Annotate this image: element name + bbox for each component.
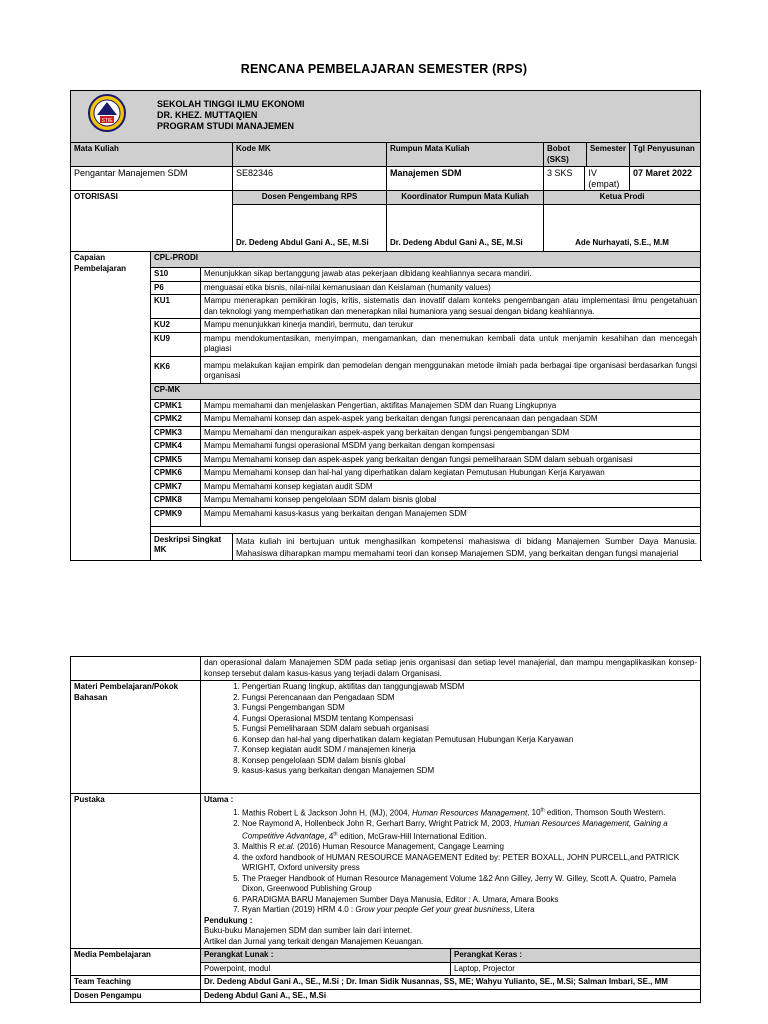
materi-item: 2. Fungsi Perencanaan dan Pengadaan SDM [242,693,697,704]
cpmk-row [71,399,701,413]
document-title: RENCANA PEMBELAJARAN SEMESTER (RPS) [240,62,528,76]
cpl-text: Menunjukkan sikap bertanggung jawab atas pekerjaan dibidang keahliannya secara mandiri. [201,268,701,282]
cpl-code: KU9 [151,332,201,356]
deskripsi-text: Mata kuliah ini bertujuan untuk menghasilkan kompetensi mahasiswa di bidang Manajemen Sumber Daya Manusia. Mahasiswa diharapkan mampu memahami teori dan konsep Manajemen SDM, yang berkaitan dengan fungsi manajerial [233,533,701,560]
cpl-code: S10 [151,268,201,282]
cpmk-code: CPMK4 [151,440,201,454]
program-name: PROGRAM STUDI MANAJEMEN [157,120,295,131]
perangkat-lunak-label: Perangkat Lunak : [201,949,451,963]
team-teaching-value: Dr. Dedeng Abdul Gani A., SE., M.Si ; Dr. Iman Sidik Nusannas, SS, ME; Wahyu Yulianto, SE., M.Si; Salman Imbari, SE., MM [201,976,701,990]
cpl-code: KU2 [151,319,201,333]
cpmk-text: Mampu Memahami fungsi operasional MSDM yang berkaitan dengan kompensasi [201,440,701,454]
rps-table-page2 [70,656,701,1003]
pustaka-item: 6. PARADIGMA BARU Manajemen Sumber Daya Manusia, Editor : A. Umara, Amara Books [242,895,697,906]
cpmk-row [71,440,701,454]
pustaka-item: 4. the oxford handbook of HUMAN RESOURCE MANAGEMENT Edited by: PETER BOXALL, JOHN PURCELL,and PATRICK WRIGHT, Oxford university press [242,853,697,874]
cpl-row [71,268,701,282]
cpl-text: mampu mendokumentasikan, menyimpan, mengamankan, dan menemukan kembali data untuk menjamin kesahihan dan mencegah plagiasi [201,332,701,356]
stie-logo [75,93,139,137]
cpl-row [71,295,701,319]
perangkat-lunak-value: Powerpoint, modul [201,962,451,976]
value-rumpun: Manajemen SDM [387,167,544,191]
cpmk-header-row [71,383,701,399]
materi-label: Materi Pembelajaran/Pokok Bahasan [71,681,201,794]
dosen-pengampu-value: Dedeng Abdul Gani A., SE., M.Si [201,989,701,1003]
cpl-header-row [71,252,701,268]
cpmk-text: Mampu Memahami konsep dan hal-hal yang diperhatikan dalam kegiatan Pemutusan Hubungan Kerja Karyawan [201,467,701,481]
pustaka-utama-list [204,806,697,916]
perangkat-keras-value: Laptop, Projector [451,962,701,976]
institution-subname: DR. KHEZ. MUTTAQIEN [157,109,258,120]
pustaka-item: 2. Noe Raymond A, Hollenbeck John R, Gerhart Barry, Wright Patrick M, 2003, Human Resources Management, Gaining a Competitive Advantage, 4th edition, McGraw-Hill International Edition. [242,819,697,843]
label-bobot: Bobot (SKS) [544,143,587,166]
pustaka-item: 5. The Praeger Handbook of Human Resource Management Volume 1&2 Ann Gilley, Jerry W. Gilley, Scott A. Quatro, Pamela Dixon, Greenwood Publishing Group [242,874,697,895]
pustaka-item: 7. Ryan Martian (2019) HRM 4.0 : Grow your people Get your great busniness, Litera [242,905,697,916]
deskripsi-row [71,533,701,560]
role-ketua-prodi: Ketua Prodi [544,191,701,205]
capaian-spacer-row [71,526,701,533]
otorisasi-label: OTORISASI [71,191,233,252]
media-label: Media Pembelajaran [71,949,201,976]
label-semester: Semester [589,144,626,153]
cpl-row [71,332,701,356]
role-dosen-pengembang: Dosen Pengembang RPS [233,191,387,205]
value-semester: IV (empat) [588,168,620,189]
deskripsi-continued-text: dan operasional dalam Manajemen SDM pada setiap jenis organisasi dan setiap level manajerial, dan mampu mengaplikasikan konsep-konsep tersebut dalam kasus-kasus yang terjadi dalam Organisasi. [201,657,701,681]
pustaka-pendukung-item: Buku-buku Manajemen SDM dan sumber lain dari internet. [204,926,413,936]
team-teaching-label: Team Teaching [71,976,201,990]
course-labels-row [71,143,701,167]
logo-emblem-icon [87,93,127,137]
institution-header-row [71,91,701,143]
label-rumpun: Rumpun Mata Kuliah [387,143,544,167]
pustaka-pendukung-label: Pendukung : [204,915,253,925]
cpl-text: Mampu menunjukkan kinerja mandiri, bermutu, dan terukur [201,319,701,333]
dosen-pengampu-row [71,989,701,1003]
pustaka-pendukung-item: Artikel dan Jurnal yang terkait dengan Manajemen Keuangan. [204,936,424,946]
cpl-code: KU1 [151,295,201,319]
value-tgl: 07 Maret 2022 [630,167,701,191]
cpmk-code: CPMK5 [151,453,201,467]
capaian-label: Capaian Pembelajaran [71,252,151,561]
cpl-text: mampu melakukan kajian empirik dan pemodelan dengan menggunakan metode ilmiah pada berbagai tipe organisasi berdasarkan fungsi organisasi [201,356,701,383]
materi-item: 1. Pengertian Ruang lingkup, aktifitas dan tanggungjawab MSDM [242,682,697,693]
cpmk-code: CPMK9 [151,507,201,526]
cpmk-row [71,453,701,467]
cpl-row [71,281,701,295]
cpl-row [71,319,701,333]
cpl-row [71,356,701,383]
logo-text: STIE [101,118,113,124]
name-ketua-prodi: Ade Nurhayati, S.E., M.M [544,205,701,252]
team-teaching-row [71,976,701,990]
materi-item: 7. Konsep kegiatan audit SDM / manajemen kinerja [242,745,697,756]
cpmk-code: CPMK3 [151,426,201,440]
role-koordinator: Koordinator Rumpun Mata Kuliah [387,191,544,205]
label-tgl: Tgl Penyusunan [630,143,701,167]
label-kode-mk: Kode MK [233,143,387,167]
cpmk-code: CPMK8 [151,494,201,508]
media-header-row [71,949,701,963]
value-kode-mk: SE82346 [233,167,387,191]
pustaka-row [71,794,701,949]
materi-item: 6. Konsep dan hal-hal yang diperhatikan dalam kegiatan Pemutusan Hubungan Kerja Karyawan [242,735,697,746]
cpmk-text: Mampu Memahami kasus-kasus yang berkaitan dengan Manajemen SDM [201,507,701,526]
name-dosen-pengembang: Dr. Dedeng Abdul Gani A., SE, M.Si [233,205,387,252]
deskripsi-continued-row [71,657,701,681]
pustaka-utama-label: Utama : [204,795,234,804]
cpmk-text: Mampu Memahami konsep pengelolaan SDM dalam bisnis global [201,494,701,508]
materi-row [71,681,701,794]
cp-mk-label: CP-MK [151,383,701,399]
value-mata-kuliah: Pengantar Manajemen SDM [71,167,233,191]
cpmk-code: CPMK6 [151,467,201,481]
otorisasi-row [71,191,701,205]
value-bobot: 3 SKS [544,167,585,190]
cpl-text: Mampu menerapkan pemikiran logis, kritis, sistematis dan inovatif dalam konteks pengembangan atau implementasi ilmu pengetahuan dan teknologi yang memperhatikan dan menerapkan nilai humaniora yang sesuai dengan bidang keahliannya. [201,295,701,319]
pustaka-item: 3. Malthis R et.al. (2016) Human Resource Management, Cangage Learning [242,842,697,853]
rps-table-page1 [70,90,701,561]
cpmk-row [71,507,701,526]
cpmk-text: Mampu Memahami dan menguraikan aspek-aspek yang berkaitan dengan fungsi pengembangan SDM [201,426,701,440]
label-mata-kuliah: Mata Kuliah [71,143,233,167]
cpl-text: menguasai etika bisnis, nilai-nilai kemanusiaan dan Keislaman (humanity values) [201,281,701,295]
name-koordinator: Dr. Dedeng Abdul Gani A., SE, M.Si [387,205,544,252]
pustaka-label: Pustaka [71,794,201,949]
cpmk-code: CPMK1 [151,399,201,413]
materi-item: 8. Konsep pengelolaan SDM dalam bisnis global [242,756,697,767]
perangkat-keras-label: Perangkat Keras : [451,949,701,963]
value-bobot-semester [544,167,630,191]
materi-item: 9. kasus-kasus yang berkaitan dengan Manajemen SDM [242,766,697,777]
cpmk-row [71,426,701,440]
cpmk-code: CPMK2 [151,413,201,427]
cpmk-row [71,413,701,427]
cpmk-row [71,467,701,481]
dosen-pengampu-label: Dosen Pengampu [71,989,201,1003]
cpl-prodi-label: CPL-PRODI [151,252,701,268]
deskripsi-label: Deskripsi Singkat MK [151,533,233,560]
cpmk-text: Mampu Memahami konsep kegiatan audit SDM [201,480,701,494]
course-values-row [71,167,701,191]
materi-item: 5. Fungsi Pemeliharaan SDM dalam sebuah organisasi [242,724,697,735]
cpmk-text: Mampu memahami dan menjelaskan Pengertian, aktifitas Manajemen SDM dan Ruang Lingkupnya [201,399,701,413]
cpmk-row [71,480,701,494]
cpmk-text: Mampu Memahami konsep dan aspek-aspek yang berkaitan dengan fungsi perencanaan dan pengadaan SDM [201,413,701,427]
materi-list [204,682,697,777]
cpmk-code: CPMK7 [151,480,201,494]
label-bobot-semester [544,143,630,167]
materi-item: 4. Fungsi Operasional MSDM tentang Kompensasi [242,714,697,725]
cpmk-text: Mampu Memahami konsep dan aspek-aspek yang berkaitan dengan fungsi pemeliharaan SDM dalam sebuah organisasi [201,453,701,467]
materi-item: 3. Fungsi Pengembangan SDM [242,703,697,714]
pustaka-item: 1. Mathis Robert L & Jackson John H, (MJ), 2004, Human Resources Management, 10th edition, Thomson South Western. [242,806,697,819]
cpl-code: P6 [151,281,201,295]
pustaka-item-tail: , 10th edition, Thomson South Western. [527,807,666,818]
cpl-code: KK6 [151,356,201,383]
cpmk-row [71,494,701,508]
pustaka-item-tail: , 4th edition, McGraw-Hill International Edition. [324,831,487,841]
institution-name: SEKOLAH TINGGI ILMU EKONOMI [157,98,305,109]
